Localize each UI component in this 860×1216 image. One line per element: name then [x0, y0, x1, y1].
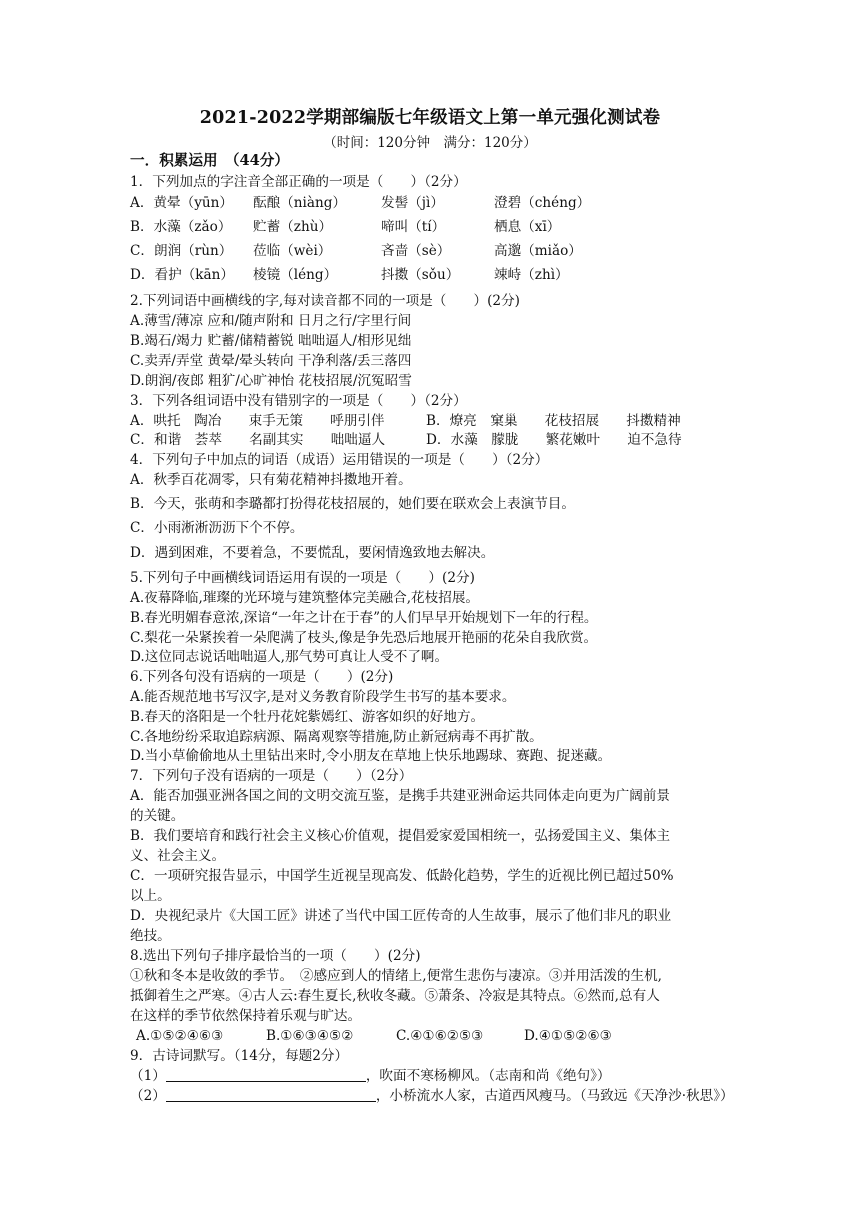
option-cell: 抖擞（sǒu） [381, 267, 460, 283]
question-6-option-d: D.当小草偷偷地从土里钻出来时,令小朋友在草地上快乐地踢球、赛跑、捉迷藏。 [130, 748, 612, 764]
question-5-option-d: D.这位同志说话咄咄逼人,那气势可真让人受不了啊。 [130, 649, 449, 665]
question-7-option-c-cont: 以上。 [130, 888, 171, 904]
option-cell: 酝酿（niàng） [253, 195, 347, 211]
question-8-passage: ①秋和冬本是收敛的季节。 ②感应到人的情绪上,便常生悲伤与凄凉。③并用活泼的生机, [130, 968, 662, 984]
option-cell: 高邈（miǎo） [494, 243, 582, 259]
question-2-stem: 2.下列词语中画横线的字,每对读音都不同的一项是（ ）(2分) [130, 293, 520, 309]
question-3-option-d: D．水藻 朦胧 繁花嫩叶 迫不急待 [426, 432, 682, 448]
fill-blank[interactable] [166, 1087, 376, 1102]
question-6-stem: 6.下列各句没有语病的一项是（ ）(2分) [130, 669, 394, 685]
question-7-option-c: C．一项研究报告显示，中国学生近视呈现高发、低龄化趋势，学生的近视比例已超过50% [130, 868, 674, 884]
option-cell: C．朗润（rùn） [130, 243, 233, 259]
question-8-option-a: A.①⑤②④⑥③ [136, 1028, 224, 1044]
question-4-option-c: C．小雨淅淅沥沥下个不停。 [130, 520, 304, 536]
question-7-option-a-cont: 的关键。 [130, 808, 185, 824]
option-cell: 啼叫（tí） [381, 219, 446, 235]
question-6-option-b: B.春天的洛阳是一个牡丹花姹紫嫣红、游客如织的好地方。 [130, 709, 485, 725]
question-8-option-d: D.④①⑤②⑥③ [524, 1028, 612, 1044]
question-6-option-c: C.各地纷纷采取追踪病源、隔离观察等措施,防止新冠病毒不再扩散。 [130, 729, 543, 745]
question-5-stem: 5.下列句子中画横线词语运用有误的一项是（ ）(2分) [130, 570, 475, 586]
option-cell: 栖息（xī） [494, 219, 561, 235]
question-2-option-b: B.竭石/竭力 贮蓄/储精蓄锐 咄咄逼人/相形见绌 [130, 333, 412, 349]
question-4-option-a: A．秋季百花凋零，只有菊花精神抖擞地开着。 [130, 472, 412, 488]
question-8-passage: 在这样的季节依然保持着乐观与旷达。 [130, 1008, 362, 1024]
option-cell: A．黄晕（yūn） [130, 195, 233, 211]
question-7-option-a: A．能否加强亚洲各国之间的文明交流互鉴，是携手共建亚洲命运共同体走向更为广阔前景 [130, 788, 670, 804]
question-4-option-b: B．今天，张萌和李璐都打扮得花枝招展的，她们要在联欢会上表演节目。 [130, 496, 575, 512]
option-cell: 澄碧（chéng） [494, 195, 591, 211]
question-9-stem: 9．古诗词默写。（14分，每题2分） [130, 1048, 349, 1064]
question-9-item-1 [130, 1066, 611, 1086]
question-5-option-a: A.夜幕降临,璀璨的光环境与建筑整体完美融合,花枝招展。 [130, 590, 480, 606]
question-2-option-a: A.薄雪/薄凉 应和/随声附和 日月之行/字里行间 [130, 313, 412, 329]
question-4-option-d: D．遇到困难，不要着急，不要慌乱，要闲情逸致地去解决。 [130, 545, 495, 561]
question-3-option-b: B．燎亮 窠巢 花枝招展 抖擞精神 [426, 413, 681, 429]
exam-subtitle: （时间：120分钟 满分：120分） [323, 135, 537, 151]
question-3-option-a: A．哄托 陶冶 束手无策 呼朋引伴 [130, 413, 385, 429]
question-7-option-d: D．央视纪录片《大国工匠》讲述了当代中国工匠传奇的人生故事，展示了他们非凡的职业 [130, 908, 672, 924]
option-cell: 贮蓄（zhù） [253, 219, 333, 235]
item-number: （2） [130, 1088, 166, 1104]
question-5-option-c: C.梨花一朵紧挨着一朵爬满了枝头,像是争先恐后地展开艳丽的花朵自我欣赏。 [130, 630, 598, 646]
option-cell: 竦峙（zhì） [494, 267, 569, 283]
option-cell: 棱镜（léng） [253, 267, 338, 283]
question-4-stem: 4．下列句子中加点的词语（成语）运用错误的一项是（ ）（2分） [130, 452, 549, 468]
exam-title: 2021-2022学期部编版七年级语文上第一单元强化测试卷 [199, 108, 661, 128]
question-8-passage: 抵御着生之严寒。④古人云:春生夏长,秋收冬藏。⑤萧条、冷寂是其特点。⑥然而,总有人 [130, 988, 660, 1004]
question-7-option-d-cont: 绝技。 [130, 928, 171, 944]
section-heading: 一．积累运用 （44分） [130, 152, 289, 169]
question-7-option-b: B．我们要培育和践行社会主义核心价值观，提倡爱家爱国相统一，弘扬爱国主义、集体主 [130, 828, 671, 844]
question-7-option-b-cont: 义、社会主义。 [130, 848, 226, 864]
option-cell: B．水藻（zǎo） [130, 219, 232, 235]
question-5-option-b: B.春光明媚春意浓,深谙“一年之计在于春”的人们早早开始规划下一年的行程。 [130, 610, 598, 626]
question-3-option-c: C．和谐 荟萃 名副其实 咄咄逼人 [130, 432, 386, 448]
question-7-stem: 7．下列句子没有语病的一项是（ ）（2分） [130, 768, 413, 784]
question-6-option-a: A.能否规范地书写汉字,是对义务教育阶段学生书写的基本要求。 [130, 689, 516, 705]
question-9-item-2 [130, 1086, 734, 1106]
fill-blank[interactable] [166, 1067, 366, 1082]
option-cell: 吝啬（sè） [381, 243, 451, 259]
question-2-option-d: D.朗润/夜郎 粗犷/心旷神怡 花枝招展/沉冤昭雪 [130, 373, 412, 389]
question-8-option-c: C.④①⑥②⑤③ [396, 1028, 484, 1044]
option-cell: 发髻（jì） [381, 195, 444, 211]
item-number: （1） [130, 1068, 166, 1084]
question-8-option-b: B.①⑥③④⑤② [266, 1028, 354, 1044]
option-cell: 莅临（wèi） [253, 243, 332, 259]
question-8-stem: 8.选出下列句子排序最恰当的一项（ ）(2分) [130, 948, 421, 964]
item-text: ，小桥流水人家，古道西风瘦马。（马致远《天净沙·秋思》） [375, 1088, 734, 1104]
question-2-option-c: C.卖弄/弄堂 黄晕/晕头转向 干净利落/丢三落四 [130, 353, 412, 369]
item-text: ，吹面不寒杨柳风。（志南和尚《绝句》） [365, 1068, 611, 1084]
question-1-stem: 1．下列加点的字注音全部正确的一项是（ ）（2分） [130, 174, 467, 190]
option-cell: D．看护（kān） [130, 267, 234, 283]
question-3-stem: 3．下列各组词语中没有错别字的一项是（ ）（2分） [130, 393, 467, 409]
